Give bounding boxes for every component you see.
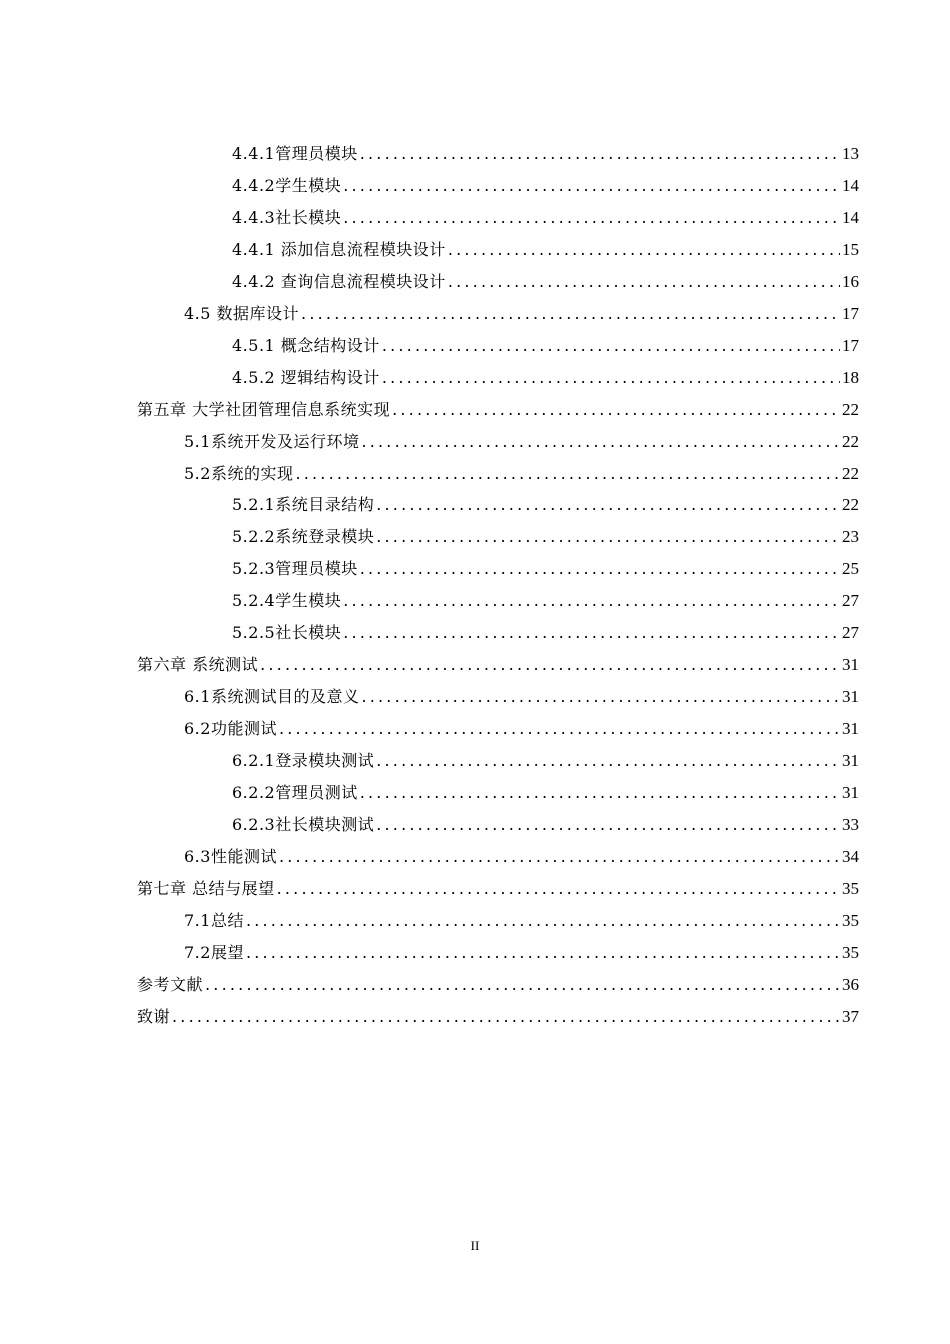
toc-entry-title: 5.2.5社长模块 [232, 623, 342, 643]
toc-entry-page: 15 [842, 239, 859, 259]
toc-entry-title: 4.5.1 概念结构设计 [232, 335, 380, 355]
toc-entry[interactable] [137, 394, 859, 426]
toc-entry[interactable] [184, 841, 859, 873]
toc-dot-leader [343, 585, 840, 617]
toc-entry[interactable] [184, 298, 859, 330]
toc-entry-title: 6.2.1登录模块测试 [232, 751, 375, 771]
toc-entry[interactable] [184, 937, 859, 969]
toc-entry[interactable] [137, 649, 859, 681]
toc-entry-title: 致谢 [137, 1006, 171, 1026]
toc-entry-title: 4.4.2学生模块 [232, 175, 342, 195]
toc-entry[interactable] [184, 905, 859, 937]
toc-entry-page: 22 [842, 495, 859, 515]
toc-entry-page: 36 [842, 974, 859, 994]
toc-entry-page: 31 [842, 719, 859, 739]
toc-dot-leader [448, 234, 840, 266]
toc-entry[interactable] [232, 489, 859, 521]
toc-entry-page: 22 [842, 431, 859, 451]
toc-entry-title: 5.2.3管理员模块 [232, 559, 358, 579]
toc-entry-title: 4.4.2 查询信息流程模块设计 [232, 271, 446, 291]
toc-entry-page: 37 [842, 1006, 859, 1026]
toc-dot-leader [361, 681, 840, 713]
toc-dot-leader [343, 617, 840, 649]
toc-entry[interactable] [184, 713, 859, 745]
toc-entry-page: 35 [842, 878, 859, 898]
toc-entry-page: 31 [842, 655, 859, 675]
toc-entry-page: 22 [842, 463, 859, 483]
toc-dot-leader [376, 521, 840, 553]
toc-dot-leader [246, 905, 840, 937]
toc-entry-page: 35 [842, 942, 859, 962]
toc-entry-page: 34 [842, 846, 859, 866]
toc-dot-leader [295, 458, 840, 490]
toc-entry-page: 31 [842, 783, 859, 802]
toc-entry-title: 5.1系统开发及运行环境 [184, 431, 360, 451]
toc-entry[interactable] [184, 681, 859, 713]
toc-entry-page: 17 [842, 303, 859, 323]
toc-dot-leader [382, 330, 840, 362]
toc-entry-title: 4.5 数据库设计 [184, 303, 300, 323]
toc-dot-leader [343, 170, 840, 202]
toc-entry-title: 参考文献 [137, 974, 204, 994]
toc-entry-title: 6.2功能测试 [184, 719, 277, 739]
toc-entry-page: 13 [842, 144, 859, 163]
toc-entry[interactable] [232, 521, 859, 553]
toc-entry-title: 7.2展望 [184, 942, 244, 962]
toc-entry[interactable] [232, 138, 859, 170]
toc-dot-leader [376, 809, 840, 841]
toc-entry-title: 5.2.1系统目录结构 [232, 495, 375, 515]
toc-entry-page: 14 [842, 207, 859, 227]
toc-entry-title: 4.4.3社长模块 [232, 207, 342, 227]
toc-entry-title: 第六章 系统测试 [137, 655, 259, 675]
toc-entry[interactable] [232, 745, 859, 777]
toc-dot-leader [246, 937, 840, 969]
toc-entry-page: 31 [842, 687, 859, 707]
toc-dot-leader [205, 969, 840, 1001]
toc-dot-leader [360, 553, 840, 585]
toc-entry-title: 5.2.4学生模块 [232, 591, 342, 611]
toc-entry[interactable] [137, 873, 859, 905]
toc-dot-leader [279, 713, 840, 745]
toc-entry[interactable] [232, 362, 859, 394]
toc-entry-title: 4.4.1管理员模块 [232, 144, 358, 163]
toc-dot-leader [360, 777, 840, 809]
toc-entry-page: 17 [842, 335, 859, 355]
toc-entry[interactable] [232, 202, 859, 234]
toc-entry[interactable] [232, 170, 859, 202]
toc-dot-leader [279, 841, 840, 873]
toc-dot-leader [277, 873, 840, 905]
toc-dot-leader [361, 426, 840, 458]
toc-entry-page: 27 [842, 623, 859, 643]
toc-entry-title: 7.1总结 [184, 910, 244, 930]
toc-entry[interactable] [232, 553, 859, 585]
toc-entry-page: 14 [842, 175, 859, 195]
toc-entry[interactable] [232, 809, 859, 841]
toc-dot-leader [392, 394, 840, 426]
toc-entry-title: 第五章 大学社团管理信息系统实现 [137, 399, 391, 419]
toc-entry[interactable] [184, 426, 859, 458]
footer-page-number: II [470, 1238, 480, 1253]
toc-entry-page: 16 [842, 271, 859, 291]
toc-dot-leader [376, 489, 840, 521]
toc-entry-title: 6.2.3社长模块测试 [232, 814, 375, 834]
toc-entry[interactable] [137, 969, 859, 1001]
toc-entry-page: 22 [842, 399, 859, 419]
toc-entry-page: 18 [842, 367, 859, 387]
toc-entry[interactable] [232, 234, 859, 266]
toc-dot-leader [360, 138, 840, 170]
toc-entry-page: 33 [842, 814, 859, 834]
toc-entry-page: 31 [842, 751, 859, 771]
toc-entry[interactable] [232, 585, 859, 617]
toc-entry-title: 5.2.2系统登录模块 [232, 527, 375, 547]
toc-entry-page: 23 [842, 527, 859, 547]
toc-entry-title: 6.2.2管理员测试 [232, 783, 358, 802]
toc-entry[interactable] [232, 777, 859, 809]
toc-entry-title: 6.1系统测试目的及意义 [184, 687, 360, 707]
toc-entry[interactable] [137, 1001, 859, 1033]
toc-dot-leader [301, 298, 840, 330]
toc-entry-page: 25 [842, 559, 859, 579]
toc-dot-leader [172, 1001, 840, 1033]
toc-entry-page: 27 [842, 591, 859, 611]
toc-dot-leader [382, 362, 840, 394]
toc-entry-title: 5.2系统的实现 [184, 463, 294, 483]
toc-entry[interactable] [232, 330, 859, 362]
toc-dot-leader [343, 202, 840, 234]
toc-entry[interactable] [184, 458, 859, 490]
toc-entry-title: 4.4.1 添加信息流程模块设计 [232, 239, 446, 259]
toc-entry[interactable] [232, 266, 859, 298]
toc-entry-title: 第七章 总结与展望 [137, 878, 275, 898]
toc-entry-page: 35 [842, 910, 859, 930]
toc-dot-leader [448, 266, 840, 298]
toc-entry[interactable] [232, 617, 859, 649]
toc-dot-leader [260, 649, 840, 681]
toc-entry-title: 4.5.2 逻辑结构设计 [232, 367, 380, 387]
toc-dot-leader [376, 745, 840, 777]
toc-entry-title: 6.3性能测试 [184, 846, 277, 866]
